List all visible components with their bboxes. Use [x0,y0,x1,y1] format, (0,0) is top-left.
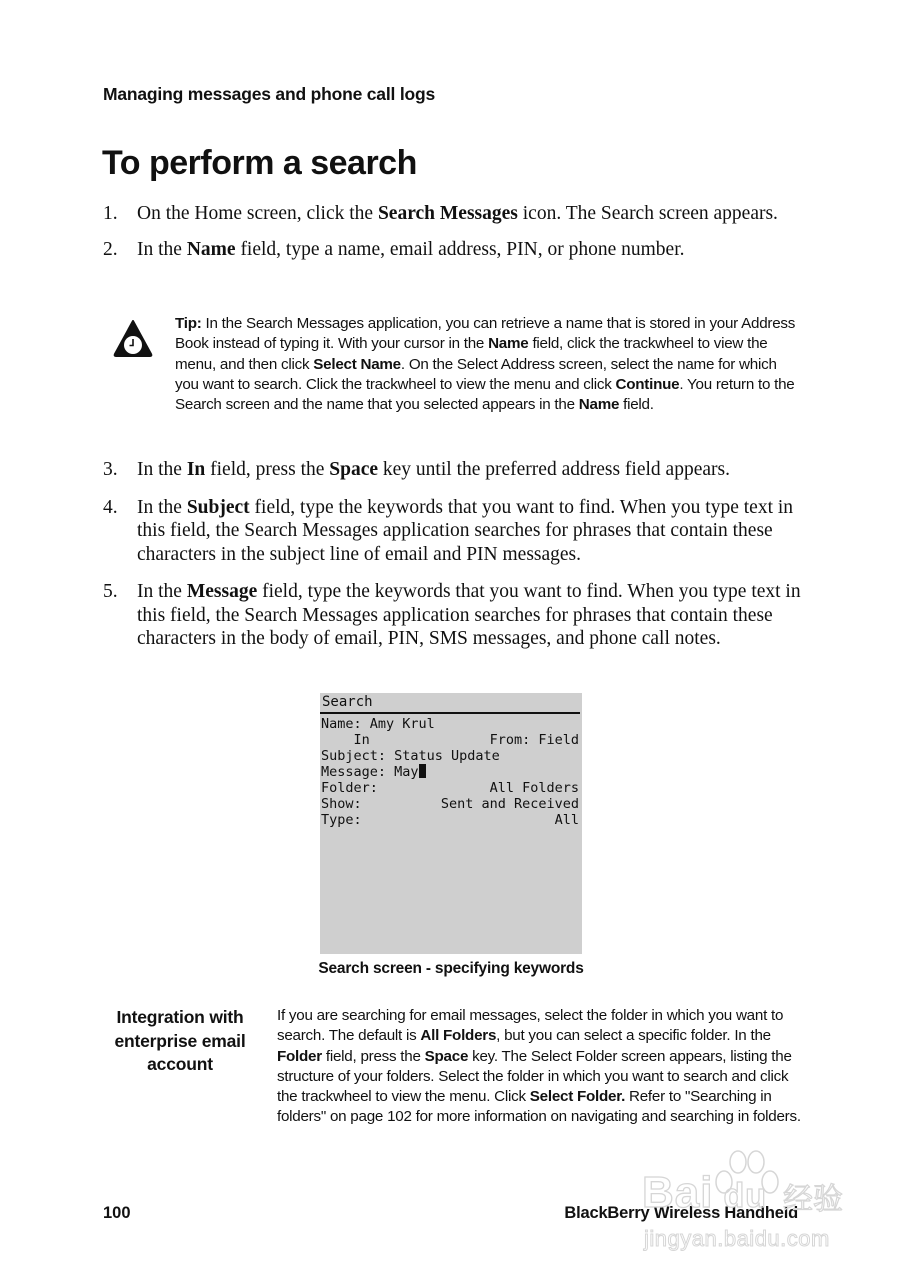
text-run: icon. The Search screen appears. [517,203,778,224]
text-run: If you are searching for email messages, select the folder in which you want to search. The default is [277,1007,784,1045]
step-text [137,580,803,651]
figure-caption-text: Search screen - specifying keywords [318,960,584,977]
text-cursor [419,764,426,778]
bold-term: Continue [615,375,680,393]
device-field-label: Name: Amy Krul [321,716,435,732]
step-number: 2. [103,238,118,260]
step-number: 3. [103,459,118,480]
text-run: . You return to the Search screen and the name that you selected appears in the [175,375,795,414]
device-field-row [320,780,582,796]
device-field-label: Subject: Status Update [321,748,500,764]
watermark-chinese: 经验 [783,1183,843,1216]
bold-term: Space [424,1047,469,1065]
text-run: field, type the keywords that you want to find. When you type text in this field, the Search Messages application searches for phrases that contain these characters in the subject line of email and PIN messages. [137,496,794,565]
bold-term: Select Folder. [529,1088,626,1106]
device-field-label: Folder: [321,780,378,796]
device-field-label: Message: May [321,764,426,780]
text-run: In the [137,238,187,260]
step-text [137,238,803,262]
text-run: key until the preferred address field appears. [378,459,730,480]
device-field-label: Type: [321,812,362,828]
device-field-value: Sent and Received [440,796,579,812]
text-run: In the [137,581,187,602]
text-run: field, press the [321,1047,425,1065]
step-item [103,580,803,651]
text-run: field. [619,396,654,414]
steps-list-2 [103,458,803,651]
bold-term: In [186,459,206,480]
bold-term: Space [329,459,379,480]
text-run: Refer to "Searching in folders" on page 102 for more information on navigating and searching in folders. [277,1088,801,1126]
device-field-row [320,796,582,812]
step-text [137,458,803,482]
bold-term: Subject [186,496,250,518]
device-field-row [320,764,582,780]
paw-icon [700,1146,790,1206]
page-number: 100 [103,1204,131,1222]
bold-term: Name [186,238,236,260]
text-run: , but you can select a specific folder. In the [496,1027,771,1045]
tip-text [175,314,803,415]
running-head: Managing messages and phone call logs [103,84,435,104]
step-item [103,496,803,567]
page-title: To perform a search [102,144,417,182]
device-fields [320,714,582,828]
device-field-value: All [554,812,579,828]
step-item [103,238,803,262]
device-field-row [320,716,582,732]
step-text [137,496,803,567]
bold-term: Folder [277,1047,322,1065]
step-number: 1. [103,203,118,224]
text-run: key. The Select Folder screen appears, listing the structure of your folders. Select the folder in which you want to search and click the trackwheel to view the menu. Click [277,1047,792,1106]
bold-term: Name [578,396,620,414]
step-text [137,202,803,226]
text-run: . On the Select Address screen, select the name for which you want to search. Click the trackwheel to view the menu and click [175,355,777,393]
device-field-row [320,748,582,764]
text-run: field, type a name, email address, PIN, or phone number. [235,238,685,260]
side-body [277,1006,807,1128]
bold-term: Name [488,335,529,353]
device-field-label: In [321,732,370,748]
tip-callout [113,314,803,415]
text-run: In the [137,459,187,480]
text-run: In the [137,496,187,518]
device-search-screen [320,693,582,954]
device-field-value: From: Field [489,732,579,748]
bold-term: Message [186,581,258,602]
bold-term: All Folders [420,1027,497,1045]
step-number: 5. [103,581,118,602]
watermark-url: jingyan.baidu.com [644,1226,830,1251]
text-run: In the Search Messages application, you can retrieve a name that is stored in your Address Book instead of typing it. With your cursor in the [175,315,796,353]
steps-list-1 [103,202,803,261]
device-field-row [320,732,582,748]
device-field-row [320,812,582,828]
text-run: field, click the trackwheel to view the menu, and then click [175,335,768,373]
bold-term: Select Name [313,355,401,373]
bold-term: Search Messages [377,203,518,224]
text-run: On the Home screen, click the [137,203,378,224]
step-item [103,202,803,226]
footer-book-title: BlackBerry Wireless Handheld [564,1204,798,1222]
device-screen-title: Search [320,693,580,714]
watermark-logo-bai: Bai [642,1168,714,1217]
device-field-label: Show: [321,796,362,812]
watermark-logo-du: du [723,1177,768,1215]
bold-term: Tip: [175,315,202,332]
text-run: field, press the [205,459,330,480]
device-field-value: All Folders [489,780,579,796]
step-item [103,458,803,482]
step-number: 4. [103,496,118,518]
figure-caption [0,960,902,978]
side-heading: Integration with enterprise email account [114,1007,246,1074]
text-run: field, type the keywords that you want to find. When you type text in this field, the Search Messages application searches for phrases that contain these characters in the body of email, PIN, SMS messages, and phone call notes. [137,581,801,649]
tip-clock-triangle-icon [113,318,153,358]
